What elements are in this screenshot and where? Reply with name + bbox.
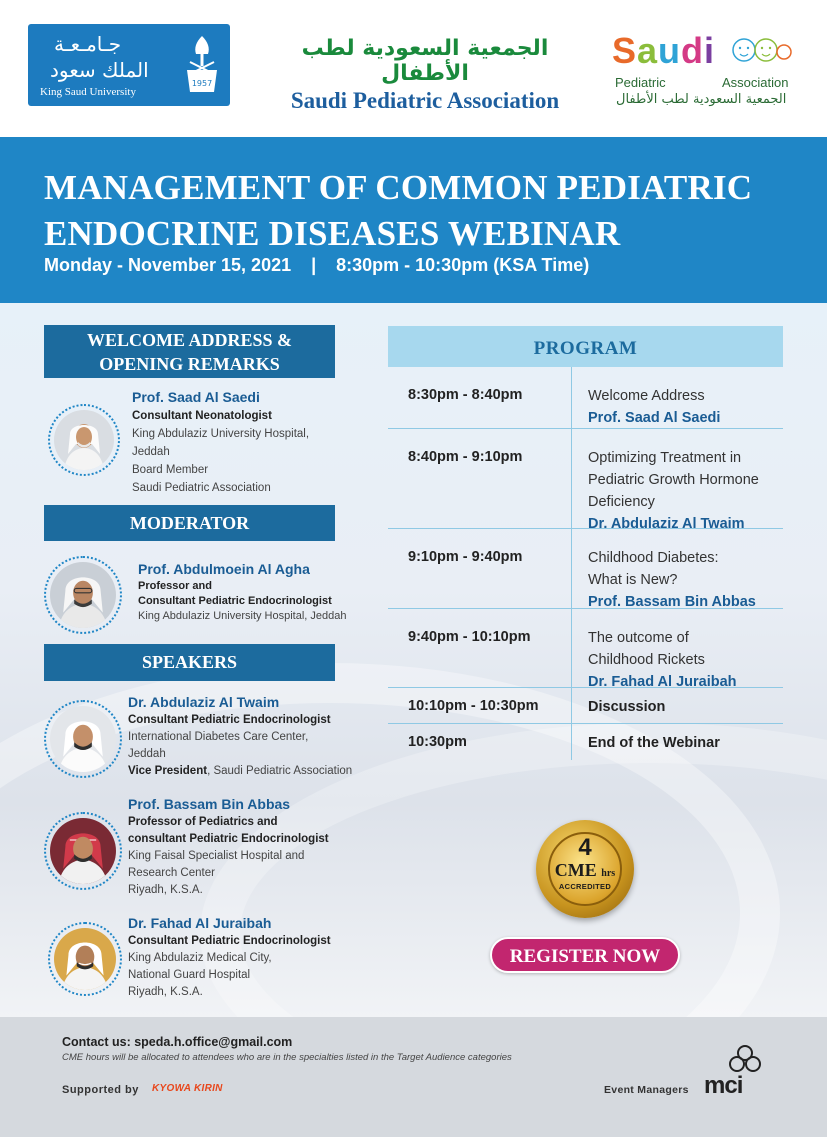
speaker-name: Prof. Bassam Bin Abbas (128, 796, 291, 812)
avatar (44, 812, 122, 890)
speaker-vp-line (128, 763, 352, 780)
spa-colorful-logo (612, 30, 802, 116)
logo-letter: i (704, 30, 716, 71)
welcome-header-line2: OPENING REMARKS (99, 354, 280, 374)
kyowa-kirin-logo: KYOWA KIRIN (152, 1083, 223, 1094)
program-time: 9:10pm - 9:40pm (408, 549, 523, 565)
speaker-details (128, 933, 331, 1001)
program-topic (588, 696, 665, 718)
person-photo-icon (50, 562, 116, 628)
register-now-button[interactable]: REGISTER NOW (490, 937, 680, 973)
program-speaker: Prof. Saad Al Saedi (588, 410, 721, 426)
cme-unit: hrs (601, 868, 616, 879)
speaker-vp-title: Vice President (128, 765, 208, 777)
welcome-speaker-line: Saudi Pediatric Association (132, 482, 271, 494)
mci-logo: mci (704, 1072, 743, 1099)
spa-logo-arabic: الجمعية السعودية لطب الأطفال (616, 92, 787, 107)
saudi-pediatric-association-logo (262, 36, 588, 113)
logo-letter: S (612, 30, 638, 71)
supported-by-label: Supported by (62, 1084, 139, 1096)
program-speaker: Dr. Abdulaziz Al Twaim (588, 516, 745, 532)
program-speaker: Dr. Fahad Al Juraibah (588, 674, 737, 690)
program-topic (588, 627, 737, 693)
program-topic (588, 385, 720, 429)
children-faces-icon (730, 34, 792, 70)
welcome-speaker-details (132, 407, 309, 497)
program-row (388, 609, 783, 688)
person-photo-icon (50, 818, 116, 884)
speaker-name: Dr. Fahad Al Juraibah (128, 915, 272, 931)
logo-letter: d (681, 30, 705, 71)
program-row (388, 688, 783, 724)
moderator-affiliation: King Abdulaziz University Hospital, Jeddah (138, 610, 347, 622)
event-managers-label: Event Managers (604, 1084, 689, 1096)
welcome-speaker-line: Jeddah (132, 446, 170, 458)
speaker-affiliation: Riyadh, K.S.A. (128, 986, 203, 998)
welcome-speaker-role: Consultant Neonatologist (132, 410, 272, 422)
webinar-title-line1: MANAGEMENT OF COMMON PEDIATRIC (44, 168, 753, 207)
program-row (388, 429, 783, 532)
program-topic-line: Discussion (588, 699, 666, 715)
program-header: PROGRAM (388, 326, 783, 367)
ksu-arabic-line1: جـامـعـة (54, 32, 122, 56)
avatar (48, 922, 122, 996)
speaker-role: Consultant Pediatric Endocrinologist (128, 935, 331, 947)
speaker-affiliation: National Guard Hospital (128, 969, 251, 981)
program-row (388, 724, 783, 760)
speaker-affiliation: Jeddah (128, 748, 166, 760)
webinar-title (44, 165, 804, 257)
ksu-english-name: King Saud University (40, 86, 136, 98)
avatar (44, 700, 122, 778)
speaker-affiliation: Riyadh, K.S.A. (128, 884, 203, 896)
speaker-role: Consultant Pediatric Endocrinologist (128, 714, 331, 726)
title-banner (0, 137, 827, 303)
cme-note: CME hours will be allocated to attendees who are in the specialties listed in the Target Audience categories (62, 1052, 512, 1063)
speaker-role: consultant Pediatric Endocrinologist (128, 833, 329, 845)
person-photo-icon (54, 928, 116, 990)
section-moderator-header: MODERATOR (44, 505, 335, 541)
ksu-emblem-icon (184, 34, 220, 96)
program-speaker: Prof. Bassam Bin Abbas (588, 594, 756, 610)
cme-hours: 4 (578, 834, 592, 861)
avatar (44, 556, 122, 634)
spa-logo-pediatric: Pediatric (615, 75, 666, 90)
section-speakers-header: SPEAKERS (44, 644, 335, 681)
program-topic-line: End of the Webinar (588, 735, 720, 751)
moderator-role: Professor and (138, 580, 212, 592)
welcome-speaker-name: Prof. Saad Al Saedi (132, 389, 260, 405)
program-time: 8:40pm - 9:10pm (408, 449, 523, 465)
program-row (388, 529, 783, 609)
moderator-role: Consultant Pediatric Endocrinologist (138, 595, 332, 607)
cme-label-text: CME (554, 860, 597, 880)
speaker-name: Dr. Abdulaziz Al Twaim (128, 694, 280, 710)
program-topic-line: The outcome of (588, 630, 689, 646)
program-topic-line: Welcome Address (588, 388, 705, 404)
program-topic (588, 447, 759, 535)
speaker-details (128, 712, 352, 780)
program-topic (588, 732, 720, 754)
spa-english-name: Saudi Pediatric Association (290, 88, 560, 113)
program-row (388, 367, 783, 429)
program-table (388, 367, 783, 760)
program-time: 8:30pm - 8:40pm (408, 387, 523, 403)
person-photo-icon (50, 706, 116, 772)
speaker-vp-org: , Saudi Pediatric Association (207, 765, 353, 777)
program-topic (588, 547, 756, 613)
program-time: 9:40pm - 10:10pm (408, 629, 531, 645)
speaker-affiliation: King Faisal Specialist Hospital and (128, 850, 305, 862)
program-time: 10:30pm (408, 734, 467, 750)
section-welcome-header (44, 325, 335, 378)
welcome-speaker-line: King Abdulaziz University Hospital, (132, 428, 310, 440)
speaker-affiliation: King Abdulaziz Medical City, (128, 952, 272, 964)
webinar-title-line2: ENDOCRINE DISEASES WEBINAR (44, 214, 621, 253)
avatar (48, 404, 120, 476)
speaker-details (128, 814, 329, 899)
webinar-date-time: Monday - November 15, 2021 | 8:30pm - 10:30pm (KSA Time) (44, 255, 590, 275)
spa-logo-association: Association (722, 75, 789, 90)
ksu-arabic-line2: الملك سعود (50, 58, 149, 82)
logo-letter: a (637, 30, 659, 71)
spa-arabic-name: الجمعية السعودية لطب الأطفال (301, 36, 549, 86)
spa-logo-word (612, 30, 715, 72)
cme-accredited: ACCREDITED (558, 882, 612, 891)
person-photo-icon (54, 410, 114, 470)
welcome-speaker-line: Board Member (132, 464, 209, 476)
program-topic-line: Pediatric Growth Hormone (588, 472, 759, 488)
program-topic-line: Deficiency (588, 494, 655, 510)
program-topic-line: What is New? (588, 572, 678, 588)
speaker-affiliation: Research Center (128, 867, 215, 879)
logo-header (0, 0, 827, 137)
welcome-header-line1: WELCOME ADDRESS & (86, 330, 293, 350)
king-saud-university-logo (28, 24, 230, 106)
cme-badge (536, 820, 634, 918)
cme-label (536, 860, 634, 881)
contact-email: Contact us: speda.h.office@gmail.com (62, 1035, 293, 1049)
speaker-affiliation: International Diabetes Care Center, (128, 731, 309, 743)
program-topic-line: Childhood Diabetes: (588, 550, 719, 566)
program-topic-line: Optimizing Treatment in (588, 450, 742, 466)
ksu-year: 1957 (191, 79, 213, 88)
program-time: 10:10pm - 10:30pm (408, 698, 539, 714)
program-topic-line: Childhood Rickets (588, 652, 705, 668)
moderator-details (138, 579, 347, 624)
moderator-name: Prof. Abdulmoein Al Agha (138, 561, 310, 577)
logo-letter: u (658, 30, 682, 71)
speaker-role: Professor of Pediatrics and (128, 816, 278, 828)
